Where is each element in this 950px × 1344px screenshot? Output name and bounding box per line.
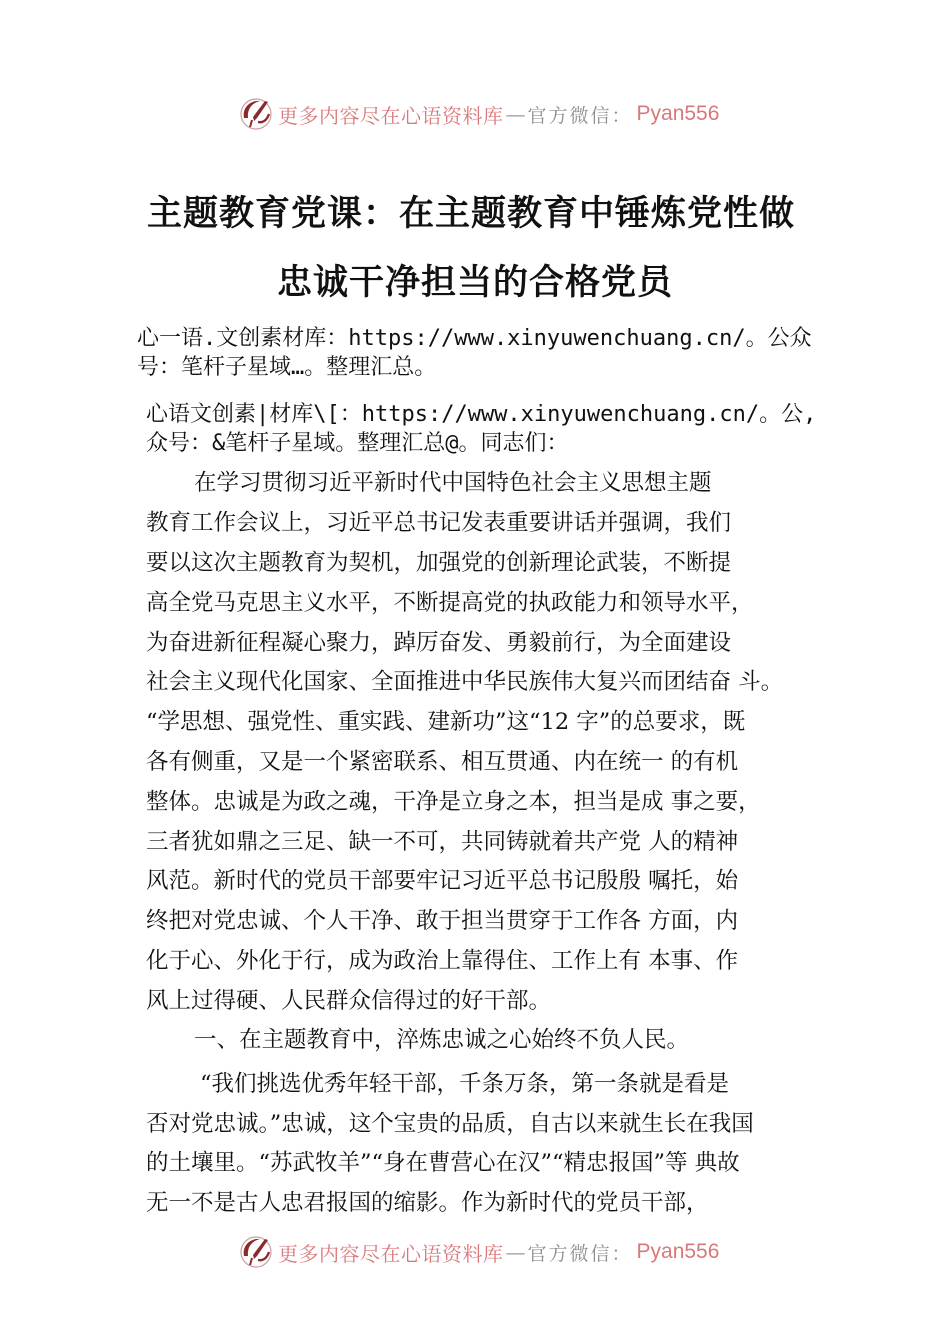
body-line: “学思想、强党性、重实践、建新功”这“12 字”的总要求，既 bbox=[146, 709, 746, 735]
banner-separator: — bbox=[505, 102, 526, 126]
body-line: 为奋进新征程凝心聚力，踔厉奋发、勇毅前行，为全面建设 bbox=[146, 630, 732, 656]
source-credit-1-line-1: 心一语.文创素材库：https://www.xinyuwenchuang.cn/。公众 bbox=[137, 326, 812, 351]
document-title-line-2: 忠诚干净担当的合格党员 bbox=[276, 262, 673, 303]
header-watermark-banner bbox=[238, 94, 719, 134]
body-line: 在学习贯彻习近平新时代中国特色社会主义思想主题 bbox=[194, 470, 712, 496]
banner-wechat-label: 官方微信： bbox=[527, 1242, 633, 1265]
body-line: 风上过得硬、人民群众信得过的好干部。 bbox=[146, 988, 552, 1014]
body-line: 的土壤里。“苏武牧羊”“身在曹营心在汉”“精忠报国”等 典故 bbox=[146, 1150, 740, 1176]
body-line: 无一不是古人忠君报国的缩影。作为新时代的党员干部， bbox=[146, 1190, 709, 1216]
source-credit-2-line-1: 心语文创素|材库\[：https://www.xinyuwenchuang.cn/。公, bbox=[146, 402, 817, 427]
body-line: 终把对党忠诚、个人干净、敢于担当贯穿于工作各 方面，内 bbox=[146, 908, 739, 934]
banner-separator: — bbox=[505, 1240, 526, 1264]
body-line: 高全党马克思主义水平，不断提高党的执政能力和领导水平， bbox=[146, 590, 754, 616]
quill-pen-logo-icon bbox=[238, 1234, 274, 1270]
body-line: “我们挑选优秀年轻干部，千条万条，第一条就是看是 bbox=[200, 1071, 730, 1097]
body-line: 三者犹如鼎之三足、缺一不可，共同铸就着共产党 人的精神 bbox=[146, 829, 739, 855]
body-line: 教育工作会议上，习近平总书记发表重要讲话并强调，我们 bbox=[146, 510, 732, 536]
section-heading: 一、在主题教育中，淬炼忠诚之心始终不负人民。 bbox=[194, 1027, 690, 1053]
body-line: 社会主义现代化国家、全面推进中华民族伟大复兴而团结奋 斗。 bbox=[146, 669, 784, 695]
body-line: 否对党忠诚。”忠诚，这个宝贵的品质，自古以来就生长在我国 bbox=[146, 1111, 754, 1137]
quill-pen-logo-icon bbox=[238, 96, 274, 132]
body-line: 风范。新时代的党员干部要牢记习近平总书记殷殷 嘱托，始 bbox=[146, 868, 739, 894]
banner-wechat-id: Pyan556 bbox=[636, 102, 720, 125]
document-title-line-1: 主题教育党课：在主题教育中锤炼党性做 bbox=[146, 193, 795, 234]
source-credit-1-line-2: 号：笔杆子星域…。整理汇总。 bbox=[137, 355, 437, 380]
body-line: 要以这次主题教育为契机，加强党的创新理论武装，不断提 bbox=[146, 550, 732, 576]
banner-main-text: 更多内容尽在心语资料库 bbox=[278, 103, 504, 128]
body-line: 化于心、外化于行，成为政治上靠得住、工作上有 本事、作 bbox=[146, 948, 739, 974]
banner-main-text: 更多内容尽在心语资料库 bbox=[278, 1241, 504, 1266]
footer-watermark-banner bbox=[238, 1232, 719, 1272]
banner-wechat-id: Pyan556 bbox=[636, 1240, 720, 1263]
source-credit-1 bbox=[137, 324, 857, 382]
banner-wechat-label: 官方微信： bbox=[527, 104, 633, 127]
body-line: 整体。忠诚是为政之魂，干净是立身之本，担当是成 事之要， bbox=[146, 789, 761, 815]
source-credit-2-line-2: 众号：&笔杆子星域。整理汇总@。同志们： bbox=[146, 431, 569, 456]
source-credit-2 bbox=[146, 400, 866, 458]
body-line: 各有侧重，又是一个紧密联系、相互贯通、内在统一 的有机 bbox=[146, 749, 739, 775]
